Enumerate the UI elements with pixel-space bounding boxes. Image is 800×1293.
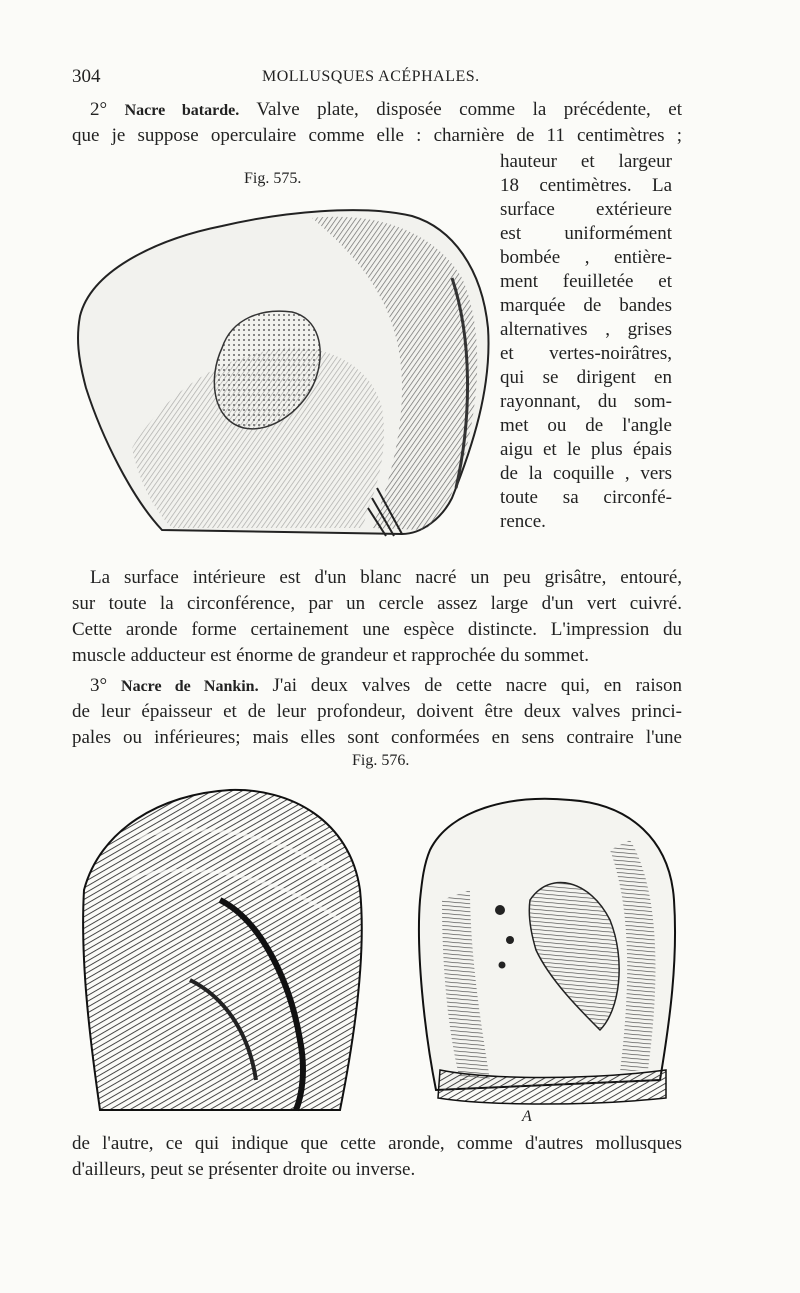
fig576-label-a: A — [522, 1108, 532, 1125]
para4-line: de l'autre, ce qui indique que cette aronde, comme d'autres mollusques — [72, 1133, 682, 1154]
page-header — [72, 66, 682, 92]
column-line: ment feuilletée et — [500, 271, 672, 292]
column-line: marquée de bandes — [500, 295, 672, 316]
column-line: met ou de l'angle — [500, 415, 672, 436]
para1-line1 — [72, 98, 682, 123]
para1-term: Nacre batarde. — [124, 102, 240, 119]
right-valve-interior — [419, 799, 675, 1104]
fig576-valves-illustration — [70, 780, 690, 1120]
para3-line1 — [72, 674, 682, 699]
column-line: hauteur et largeur — [500, 151, 672, 172]
para2-line: muscle adducteur est énorme de grandeur et rapprochée du sommet. — [72, 645, 590, 666]
column-line: de la coquille , vers — [500, 463, 672, 484]
para3-line1-text: J'ai deux valves de cette nacre qui, en raison — [272, 675, 683, 696]
column-line: surface extérieure — [500, 199, 672, 220]
column-line: rence. — [500, 511, 546, 532]
para3-number: 3° — [90, 675, 108, 696]
column-line: rayonnant, du som- — [500, 391, 672, 412]
column-line: est uniformément — [500, 223, 672, 244]
column-line: bombée , entière- — [500, 247, 672, 268]
para2-line: sur toute la circonférence, par un cercle assez large d'un vert cuivré. — [72, 593, 682, 614]
column-line: et vertes-noirâtres, — [500, 343, 672, 364]
para2-line: La surface intérieure est d'un blanc nacré un peu grisâtre, entouré, — [90, 567, 682, 588]
fig575-caption: Fig. 575. — [244, 170, 302, 187]
left-valve-exterior — [83, 790, 362, 1110]
para4-line: d'ailleurs, peut se présenter droite ou inverse. — [72, 1159, 416, 1180]
para3-term: Nacre de Nankin. — [121, 678, 259, 695]
page-number: 304 — [72, 66, 101, 87]
side-column — [500, 150, 672, 534]
column-line: toute sa circonfé- — [500, 487, 672, 508]
para3-line: de leur épaisseur et de leur profondeur, doivent être deux valves princi- — [72, 701, 682, 722]
column-line: aigu et le plus épais — [500, 439, 672, 460]
fig576-caption: Fig. 576. — [352, 752, 410, 769]
para1-line2: que je suppose operculaire comme elle : charnière de 11 centimètres ; — [72, 125, 682, 146]
column-line: qui se dirigent en — [500, 367, 672, 388]
para1-number: 2° — [90, 99, 108, 120]
para1-line1-text: Valve plate, disposée comme la précédente, et — [256, 99, 682, 120]
column-line: 18 centimètres. La — [500, 175, 672, 196]
para3-line: pales ou inférieures; mais elles sont conformées en sens contraire l'une — [72, 727, 682, 748]
column-line: alternatives , grises — [500, 319, 672, 340]
fig575-shell-illustration — [72, 198, 492, 542]
para2-line: Cette aronde forme certainement une espèce distincte. L'impression du — [72, 619, 682, 640]
running-head: MOLLUSQUES ACÉPHALES. — [262, 68, 480, 85]
